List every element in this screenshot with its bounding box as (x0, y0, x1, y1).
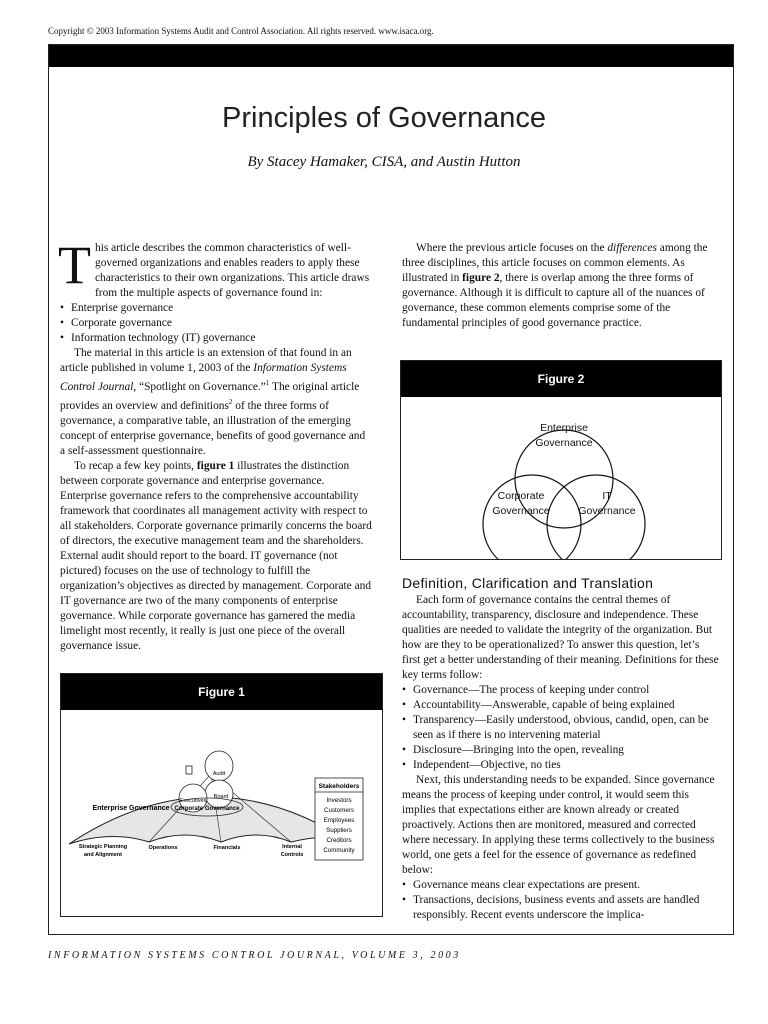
list-item: • Corporate governance (60, 317, 172, 329)
executives-label: Executives (179, 798, 207, 804)
corporate-circle (483, 475, 581, 559)
it-label: Governance (578, 505, 636, 517)
umbrella-tip (186, 766, 192, 774)
stakeholder-item: Community (323, 847, 355, 854)
figure-1 (60, 673, 383, 917)
corporate-label: Governance (492, 505, 550, 517)
intro-paragraph: This article describes the common characteristics of well-governed organizations and enables readers to apply these characteristics to their own organizations. This article draws from the multiple aspects of governance found in: (58, 235, 370, 299)
stakeholder-item: Creditors (326, 837, 352, 844)
enterprise-label: Enterprise (540, 422, 588, 434)
left-column (58, 235, 372, 654)
figure-2-label: Figure 2 (401, 361, 721, 397)
journal-footer: INFORMATION SYSTEMS CONTROL JOURNAL, VOLUME 3, 2003 (48, 950, 461, 961)
list-item: • Independent—Objective, no ties (402, 759, 561, 771)
definitions-list (402, 683, 720, 773)
enterprise-governance-label: Enterprise Governance (92, 805, 170, 812)
internal-controls-label: Internal (282, 844, 302, 850)
strategic-planning-label: Strategic Planning (78, 844, 128, 850)
stakeholder-item: Investors (326, 797, 352, 804)
copyright-notice: Copyright © 2003 Information Systems Audit and Control Association. All rights reserved. www.isaca.org. (48, 26, 434, 36)
section-heading: Definition, Clarification and Translation (402, 575, 654, 591)
corporate-label: Corporate (497, 490, 545, 502)
strategic-planning-label: and Alignment (84, 852, 122, 858)
corporate-governance-label: Corporate Governance (174, 806, 240, 812)
stakeholder-item: Employees (323, 817, 355, 824)
list-item: • Transactions, decisions, business events and assets are handled responsibly. Recent events underscore the implica- (402, 894, 700, 921)
article-title: Principles of Governance (222, 102, 546, 134)
figure-1-label: Figure 1 (61, 674, 382, 710)
financials-label: Financials (213, 845, 241, 851)
right-paragraph-1: Where the previous article focuses on the differences among the three disciplines, this article focuses on common elements. As illustrated in figure 2, there is overlap among the three forms of governance. Although it is difficult to capture all of the nuances of governance, these common elements comprise some of the fundamental principles of good governance practice. (402, 242, 708, 329)
enterprise-label: Governance (535, 437, 593, 449)
right-column-bottom (402, 576, 720, 923)
right-column-top (402, 241, 720, 331)
governance-list (60, 301, 372, 346)
figure-1-diagram (61, 710, 382, 916)
drop-cap: T (58, 235, 91, 295)
operations-label: Operations (148, 845, 178, 851)
figure-2 (400, 360, 722, 560)
list-item: • Enterprise governance (60, 302, 174, 314)
right-paragraph-2: Each form of governance contains the central themes of accountability, transparency, disclosure and independence. These qualities are needed to validate the integrity of the organization. But how are they to be operationalized? To answer this question, let’s first get a better understanding of their meaning. Definitions for these key terms follow: (402, 594, 719, 681)
list-item: • Disclosure—Bringing into the open, revealing (402, 744, 624, 756)
it-label: IT (602, 490, 612, 502)
list-item: • Governance—The process of keeping under control (402, 684, 650, 696)
list-item: • Transparency—Easily understood, obvious, candid, open, can be seen as if there is no intervening material (402, 714, 709, 741)
article-byline: By Stacey Hamaker, CISA, and Austin Hutton (247, 154, 521, 170)
venn-diagram (401, 397, 721, 559)
header-bar (49, 45, 733, 67)
internal-controls-label: Controls (280, 852, 304, 858)
it-circle (547, 475, 645, 559)
list-item: • Governance means clear expectations are present. (402, 879, 641, 891)
stakeholder-item: Customers (324, 807, 354, 814)
right-paragraph-3: Next, this understanding needs to be expanded. Since governance means the process of keeping under control, it would seem this implies that expectations either are known already or created proactively. Actions then are monitored, measured and corrected where necessary. In applying these terms collectively to the business world, one gets a feel for the essence of governance as redefined below: (402, 774, 715, 876)
stakeholders-title: Stakeholders (318, 783, 360, 790)
paragraph-3: To recap a few key points, figure 1 illustrates the distinction between corporate governance and enterprise governance. Enterprise governance refers to the comprehensive accountability framework that coordinates all management activity with respect to all stakeholders. Corporate governance primarily concerns the board of directors, the executive management team and the shareholders. External audit should report to the board. IT governance (not pictured) focuses on the use of technology to fulfill the organization’s objectives as directed by management. Corporate and IT governance are two of the many components of enterprise governance. While corporate governance has garnered the media limelight most recently, it really is just one piece of the overall governance issue. (60, 459, 372, 652)
list-item: • Information technology (IT) governance (60, 332, 256, 344)
audit-label: Audit (212, 771, 226, 777)
stakeholder-item: Suppliers (326, 827, 352, 834)
list-item: • Accountability—Answerable, capable of being explained (402, 699, 675, 711)
board-label: Board (213, 794, 229, 800)
paragraph-2: The material in this article is an extension of that found in an article published in volume 1, 2003 of the Information Systems Control Journal, “Spotlight on Governance.”$^1$ The original article provides an overview and definitions$^2$ of the three forms of governance, a comparative table, an illustration of the emerging concept of enterprise governance, benefits of good governance and a self-assessment questionnaire. (60, 347, 366, 457)
governance-meanings-list (402, 878, 720, 923)
